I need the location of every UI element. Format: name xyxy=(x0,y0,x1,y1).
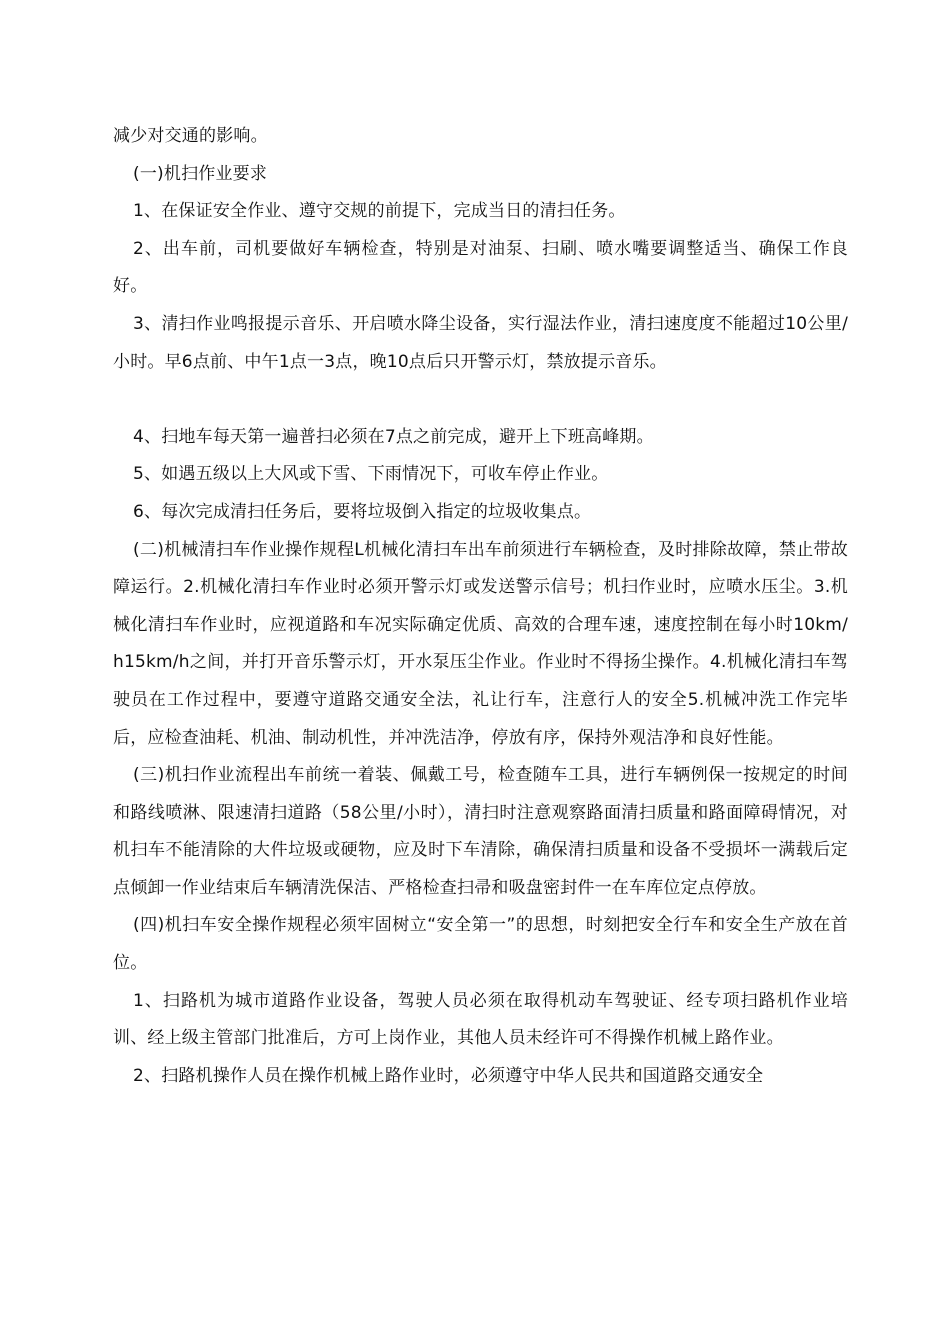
section-heading-1: (一)机扫作业要求 xyxy=(133,163,268,184)
list-item: 5、如遇五级以上大风或下雪、下雨情况下，可收车停止作业。 xyxy=(133,464,609,485)
section-paragraph-2: (二)机械清扫车作业操作规程L机械化清扫车出车前须进行车辆检查，及时排除故障，禁止带故障运行。2.机械化清扫车作业时必须开警示灯或发送警示信号；机扫作业时，应喷水压尘。3.机械化清扫车作业时，应视道路和车况实际确定优质、高效的合理车速，速度控制在每小时10km/h15km/h之间，并打开音乐警示灯，开水泵压尘作业。作业时不得扬尘操作。4.机械化清扫车驾驶员在工作过程中，要遵守道路交通安全法，礼让行车，注意行人的安全5.机械冲洗工作完毕后，应检查油耗、机油、制动机性，并冲洗洁净，停放有序，保持外观洁净和良好性能。 xyxy=(113,539,848,748)
list-item: 4、扫地车每天第一遍普扫必须在7点之前完成，避开上下班高峰期。 xyxy=(133,426,654,447)
section-paragraph-3: (三)机扫作业流程出车前统一着装、佩戴工号，检查随车工具，进行车辆例保一按规定的时间和路线喷淋、限速清扫道路（58公里/小时），清扫时注意观察路面清扫质量和路面障碍情况，对机扫车不能清除的大件垃圾或硬物，应及时下车清除，确保清扫质量和设备不受损坏一满载后定点倾卸一作业结束后车辆清洗保洁、严格检查扫帚和吸盘密封件一在车库位定点停放。 xyxy=(113,765,848,898)
paragraph-intro: 减少对交通的影响。 xyxy=(113,126,268,146)
list-item: 1、在保证安全作业、遵守交规的前提下，完成当日的清扫任务。 xyxy=(133,201,626,222)
paragraph-spacer xyxy=(113,381,848,419)
list-item: 6、每次完成清扫任务后，要将垃圾倒入指定的垃圾收集点。 xyxy=(133,501,592,522)
list-item: 2、扫路机操作人员在操作机械上路作业时，必须遵守中华人民共和国道路交通安全 xyxy=(133,1065,764,1086)
list-item: 2、出车前，司机要做好车辆检查，特别是对油泵、扫刷、喷水嘴要调整适当、确保工作良好。 xyxy=(113,238,848,297)
section-paragraph-4: (四)机扫车安全操作规程必须牢固树立“安全第一”的思想，时刻把安全行车和安全生产放在首位。 xyxy=(113,915,848,974)
document-body xyxy=(113,118,848,1095)
list-item: 3、清扫作业鸣报提示音乐、开启喷水降尘设备，实行湿法作业，清扫速度度不能超过10公里/小时。早6点前、中午1点一3点，晚10点后只开警示灯，禁放提示音乐。 xyxy=(113,313,848,372)
list-item: 1、扫路机为城市道路作业设备，驾驶人员必须在取得机动车驾驶证、经专项扫路机作业培训、经上级主管部门批准后，方可上岗作业，其他人员未经许可不得操作机械上路作业。 xyxy=(113,990,848,1049)
